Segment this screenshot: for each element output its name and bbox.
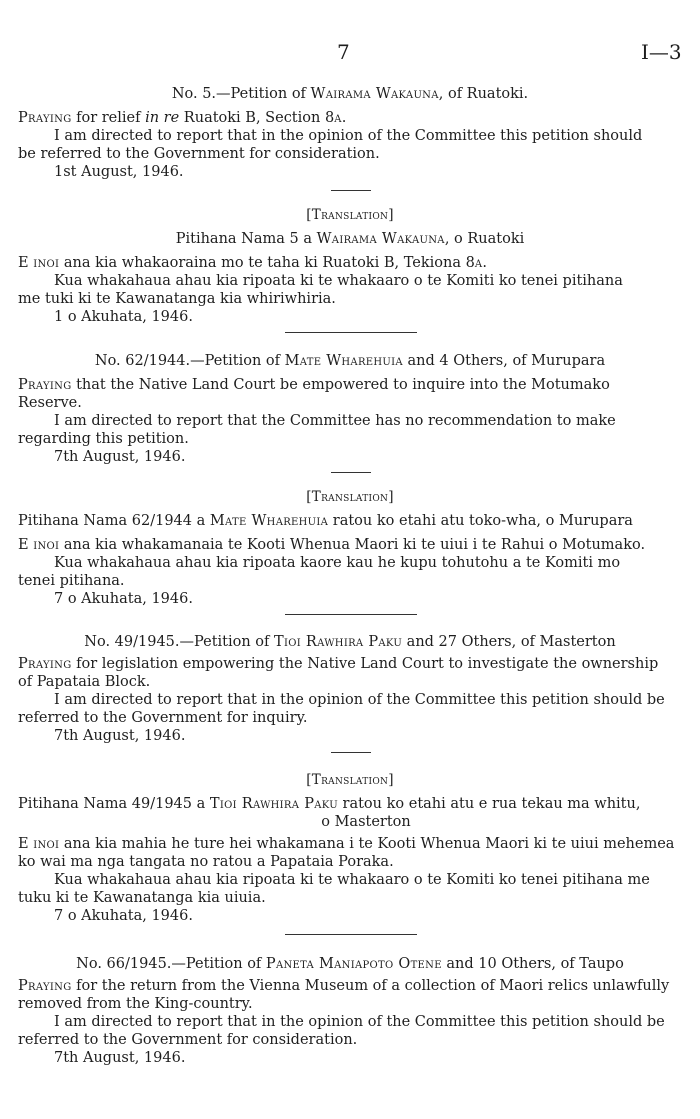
petition-date: 7th August, 1946.: [54, 449, 186, 465]
petition-date: 7th August, 1946.: [54, 728, 186, 744]
translation-date: 1 o Akuhata, 1946.: [54, 309, 193, 325]
document-reference: I—3: [641, 40, 682, 64]
praying-line: removed from the King-country.: [18, 996, 253, 1012]
inoi-paragraph: E inoi ana kia whakamanaia te Kooti Whenua Maori ki te uiui i te Rahui o Motumako.: [18, 537, 646, 553]
praying-paragraph: Praying for the return from the Vienna Museum of a collection of Maori relics unlawfully: [18, 978, 670, 994]
page-number: 7: [337, 40, 350, 64]
report-line: I am directed to report that in the opinion of the Committee this petition should: [54, 128, 643, 144]
petition-heading: No. 5.—Petition of Wairama Wakauna, of Ruatoki.: [171, 86, 529, 102]
divider: [331, 190, 371, 191]
praying-line: Reserve.: [18, 395, 82, 411]
translation-heading: Pitihana Nama 49/1945 a Tioi Rawhira Paku ratou ko etahi atu e rua tekau ma whitu,: [18, 796, 641, 812]
inoi-paragraph: E inoi ana kia whakaoraina mo te taha ki Ruatoki B, Tekiona 8a.: [18, 255, 487, 271]
translation-label: [Translation]: [306, 207, 394, 223]
petitioner-name: Paneta Maniapoto Otene: [265, 956, 442, 972]
report-line: I am directed to report that in the opinion of the Committee this petition should be: [54, 692, 665, 708]
petition-heading: No. 49/1945.—Petition of Tioi Rawhira Paku and 27 Others, of Masterton: [84, 634, 616, 650]
report-line: I am directed to report that the Committee has no recommendation to make: [54, 413, 616, 429]
praying-paragraph: Praying for relief in re Ruatoki B, Section 8a.: [18, 110, 347, 126]
translation-report-line: tuku ki te Kawanatanga kia uiuia.: [18, 890, 266, 906]
divider: [285, 614, 417, 615]
report-line: be referred to the Government for consideration.: [18, 146, 380, 162]
translation-heading: Pitihana Nama 62/1944 a Mate Wharehuia ratou ko etahi atu toko-wha, o Murupara: [18, 513, 633, 529]
translation-report-line: Kua whakahaua ahau kia ripoata ki te whakaaro o te Komiti ko tenei pitihana me: [54, 872, 650, 888]
inoi-paragraph: E inoi ana kia mahia he ture hei whakamana i te Kooti Whenua Maori ki te uiui mehemea: [18, 836, 675, 852]
petitioner-name: Mate Wharehuia: [284, 353, 403, 369]
petition-date: 7th August, 1946.: [54, 1050, 186, 1066]
translation-heading-line: o Masterton: [321, 814, 411, 830]
translation-report-line: me tuki ki te Kawanatanga kia whiriwhiria.: [18, 291, 336, 307]
translation-heading: Pitihana Nama 5 a Wairama Wakauna, o Ruatoki: [175, 231, 525, 247]
praying-line: of Papataia Block.: [18, 674, 151, 690]
translation-label: [Translation]: [306, 489, 394, 505]
divider: [331, 752, 371, 753]
divider: [285, 934, 417, 935]
divider: [285, 332, 417, 333]
praying-paragraph: Praying that the Native Land Court be empowered to inquire into the Motumako: [18, 377, 610, 393]
report-line: referred to the Government for inquiry.: [18, 710, 308, 726]
translation-label: [Translation]: [306, 772, 394, 788]
report-line: regarding this petition.: [18, 431, 189, 447]
report-line: referred to the Government for consideration.: [18, 1032, 358, 1048]
divider: [331, 472, 371, 473]
translation-date: 7 o Akuhata, 1946.: [54, 591, 193, 607]
translation-report-line: Kua whakahaua ahau kia ripoata kaore kau he kupu tohutohu a te Komiti mo: [54, 555, 621, 571]
praying-paragraph: Praying for legislation empowering the Native Land Court to investigate the ownership: [18, 656, 659, 672]
petition-heading: No. 66/1945.—Petition of Paneta Maniapoto Otene and 10 Others, of Taupo: [76, 956, 624, 972]
petitioner-name: Tioi Rawhira Paku: [274, 634, 403, 650]
inoi-line: ko wai ma nga tangata no ratou a Papataia Poraka.: [18, 854, 394, 870]
petitioner-name: Wairama Wakauna: [310, 86, 439, 102]
translation-report-line: Kua whakahaua ahau kia ripoata ki te whakaaro o te Komiti ko tenei pitihana: [54, 273, 623, 289]
translation-date: 7 o Akuhata, 1946.: [54, 908, 193, 924]
petition-heading: No. 62/1944.—Petition of Mate Wharehuia and 4 Others, of Murupara: [94, 353, 606, 369]
translation-report-line: tenei pitihana.: [18, 573, 125, 589]
report-line: I am directed to report that in the opinion of the Committee this petition should be: [54, 1014, 665, 1030]
petition-date: 1st August, 1946.: [54, 164, 184, 180]
